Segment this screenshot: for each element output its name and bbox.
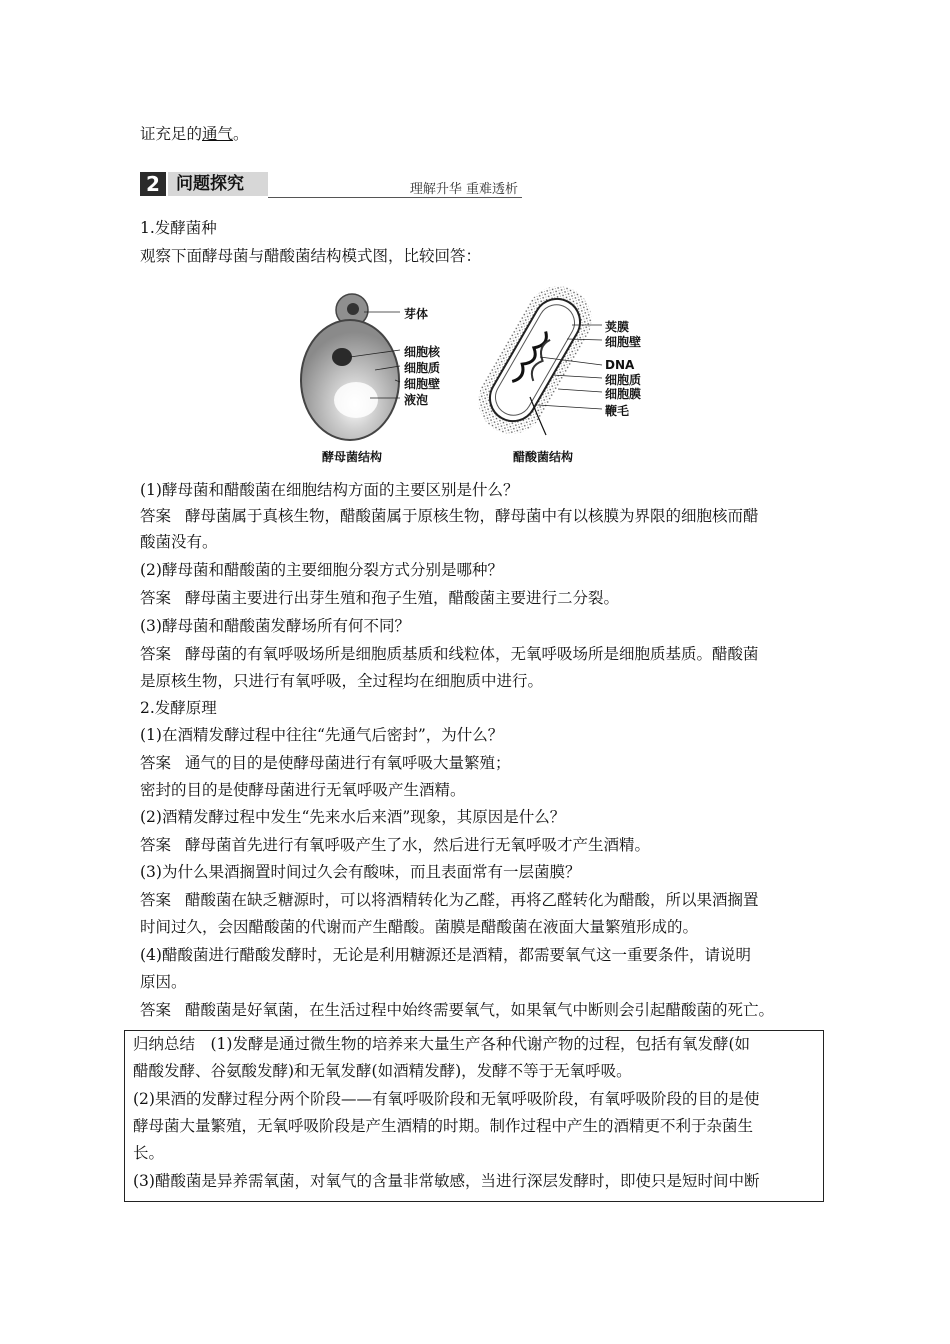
q2-answer-1: 答案 通气的目的是使酵母菌进行有氧呼吸大量繁殖； xyxy=(140,754,511,772)
cell-structure-figure xyxy=(290,285,660,470)
label-cytoplasm: 细胞质 xyxy=(404,361,441,375)
q1-answer-1: 答案 酵母菌属于真核生物，醋酸菌属于原核生物，酵母菌中有以核膜为界限的细胞核而醋 xyxy=(140,507,759,525)
summary-line-3: (2)果酒的发酵过程分两个阶段——有氧呼吸阶段和无氧呼吸阶段，有氧呼吸阶段的目的是使 xyxy=(133,1090,760,1108)
label-dna: DNA xyxy=(605,358,635,372)
section-subtitle: 理解升华 重难透析 xyxy=(409,182,518,197)
q2-answer-3: 答案 醋酸菌在缺乏糖源时，可以将酒精转化为乙醛，再将乙醛转化为醋酸，所以果酒搁置 xyxy=(140,891,759,909)
answer-label: 答案 xyxy=(140,589,172,607)
q1-question-3: (3)酵母菌和醋酸菌发酵场所有何不同？ xyxy=(140,617,410,635)
summary-line-4: 酵母菌大量繁殖，无氧呼吸阶段是产生酒精的时期。制作过程中产生的酒精更不利于杂菌生 xyxy=(133,1117,754,1135)
yeast-cell xyxy=(301,294,399,440)
label-flagellum: 鞭毛 xyxy=(605,404,630,418)
summary-box xyxy=(124,1030,824,1202)
q2-answer-4: 答案 醋酸菌是好氧菌，在生活过程中始终需要氧气，如果氧气中断则会引起醋酸菌的死亡。 xyxy=(140,1001,775,1019)
q2-heading: 2.发酵原理 xyxy=(140,699,217,717)
label-vacuole: 液泡 xyxy=(404,393,429,407)
label-capsule: 荚膜 xyxy=(605,320,630,334)
q2-question-3: (3)为什么果酒搁置时间过久会有酸味，而且表面常有一层菌膜？ xyxy=(140,863,581,881)
q1-answer-3: 答案 酵母菌的有氧呼吸场所是细胞质基质和线粒体，无氧呼吸场所是细胞质基质。醋酸菌 xyxy=(140,645,759,663)
q2-answer-3-cont: 时间过久，会因醋酸菌的代谢而产生醋酸。菌膜是醋酸菌在液面大量繁殖形成的。 xyxy=(140,918,699,936)
label-cell-wall: 细胞壁 xyxy=(404,377,441,391)
q2-answer-1-cont: 密封的目的是使酵母菌进行无氧呼吸产生酒精。 xyxy=(140,781,466,799)
q2-answer-2: 答案 酵母菌首先进行有氧呼吸产生了水，然后进行无氧呼吸才产生酒精。 xyxy=(140,836,651,854)
answer-label: 答案 xyxy=(140,836,172,854)
q1-heading: 1.发酵菌种 xyxy=(140,219,217,237)
answer-label: 答案 xyxy=(140,645,172,663)
answer-label: 答案 xyxy=(140,507,172,525)
label-bacterial-wall: 细胞壁 xyxy=(605,335,642,349)
summary-line-6: (3)醋酸菌是异养需氧菌，对氧气的含量非常敏感，当进行深层发酵时，即使只是短时间中断 xyxy=(133,1172,760,1190)
summary-line-5: 长。 xyxy=(133,1144,165,1162)
q2-question-4-cont: 原因。 xyxy=(140,973,187,991)
answer-label: 答案 xyxy=(140,891,172,909)
label-bacterial-cytoplasm: 细胞质 xyxy=(605,373,642,387)
q2-question-2: (2)酒精发酵过程中发生“先来水后来酒”现象，其原因是什么？ xyxy=(140,808,566,826)
q1-intro: 观察下面酵母菌与醋酸菌结构模式图，比较回答： xyxy=(140,247,482,265)
section-title: 问题探究 xyxy=(176,174,244,194)
section-rule xyxy=(268,197,522,198)
label-membrane: 细胞膜 xyxy=(605,387,642,401)
q1-answer-2: 答案 酵母菌主要进行出芽生殖和孢子生殖，醋酸菌主要进行二分裂。 xyxy=(140,589,620,607)
section-number: 2 xyxy=(140,172,166,196)
q1-question-1: (1)酵母菌和醋酸菌在细胞结构方面的主要区别是什么？ xyxy=(140,481,519,499)
q1-question-2: (2)酵母菌和醋酸菌的主要细胞分裂方式分别是哪种？ xyxy=(140,561,503,579)
q1-answer-1-cont: 酸菌没有。 xyxy=(140,533,218,551)
acetic-bacteria-cell xyxy=(466,285,603,446)
q1-answer-3-cont: 是原核生物，只进行有氧呼吸，全过程均在细胞质中进行。 xyxy=(140,672,544,690)
section-header xyxy=(140,170,522,198)
label-bud: 芽体 xyxy=(404,307,429,321)
underlined-term: 通气 xyxy=(202,125,234,143)
answer-label: 答案 xyxy=(140,754,172,772)
q2-question-4: (4)醋酸菌进行醋酸发酵时，无论是利用糖源还是酒精，都需要氧气这一重要条件，请说明 xyxy=(140,946,751,964)
answer-label: 答案 xyxy=(140,1001,172,1019)
continued-text-line: 证充足的通气。 xyxy=(140,125,249,143)
summary-line-1: 归纳总结 (1)发酵是通过微生物的培养来大量生产各种代谢产物的过程，包括有氧发酵(如 xyxy=(133,1035,751,1053)
bacteria-caption: 醋酸菌结构 xyxy=(513,450,574,464)
q2-question-1: (1)在酒精发酵过程中往往“先通气后密封”，为什么？ xyxy=(140,726,504,744)
label-nucleus: 细胞核 xyxy=(404,345,441,359)
summary-line-2: 醋酸发酵、谷氨酸发酵)和无氧发酵(如酒精发酵)，发酵不等于无氧呼吸。 xyxy=(133,1062,632,1080)
yeast-caption: 酵母菌结构 xyxy=(322,450,383,464)
